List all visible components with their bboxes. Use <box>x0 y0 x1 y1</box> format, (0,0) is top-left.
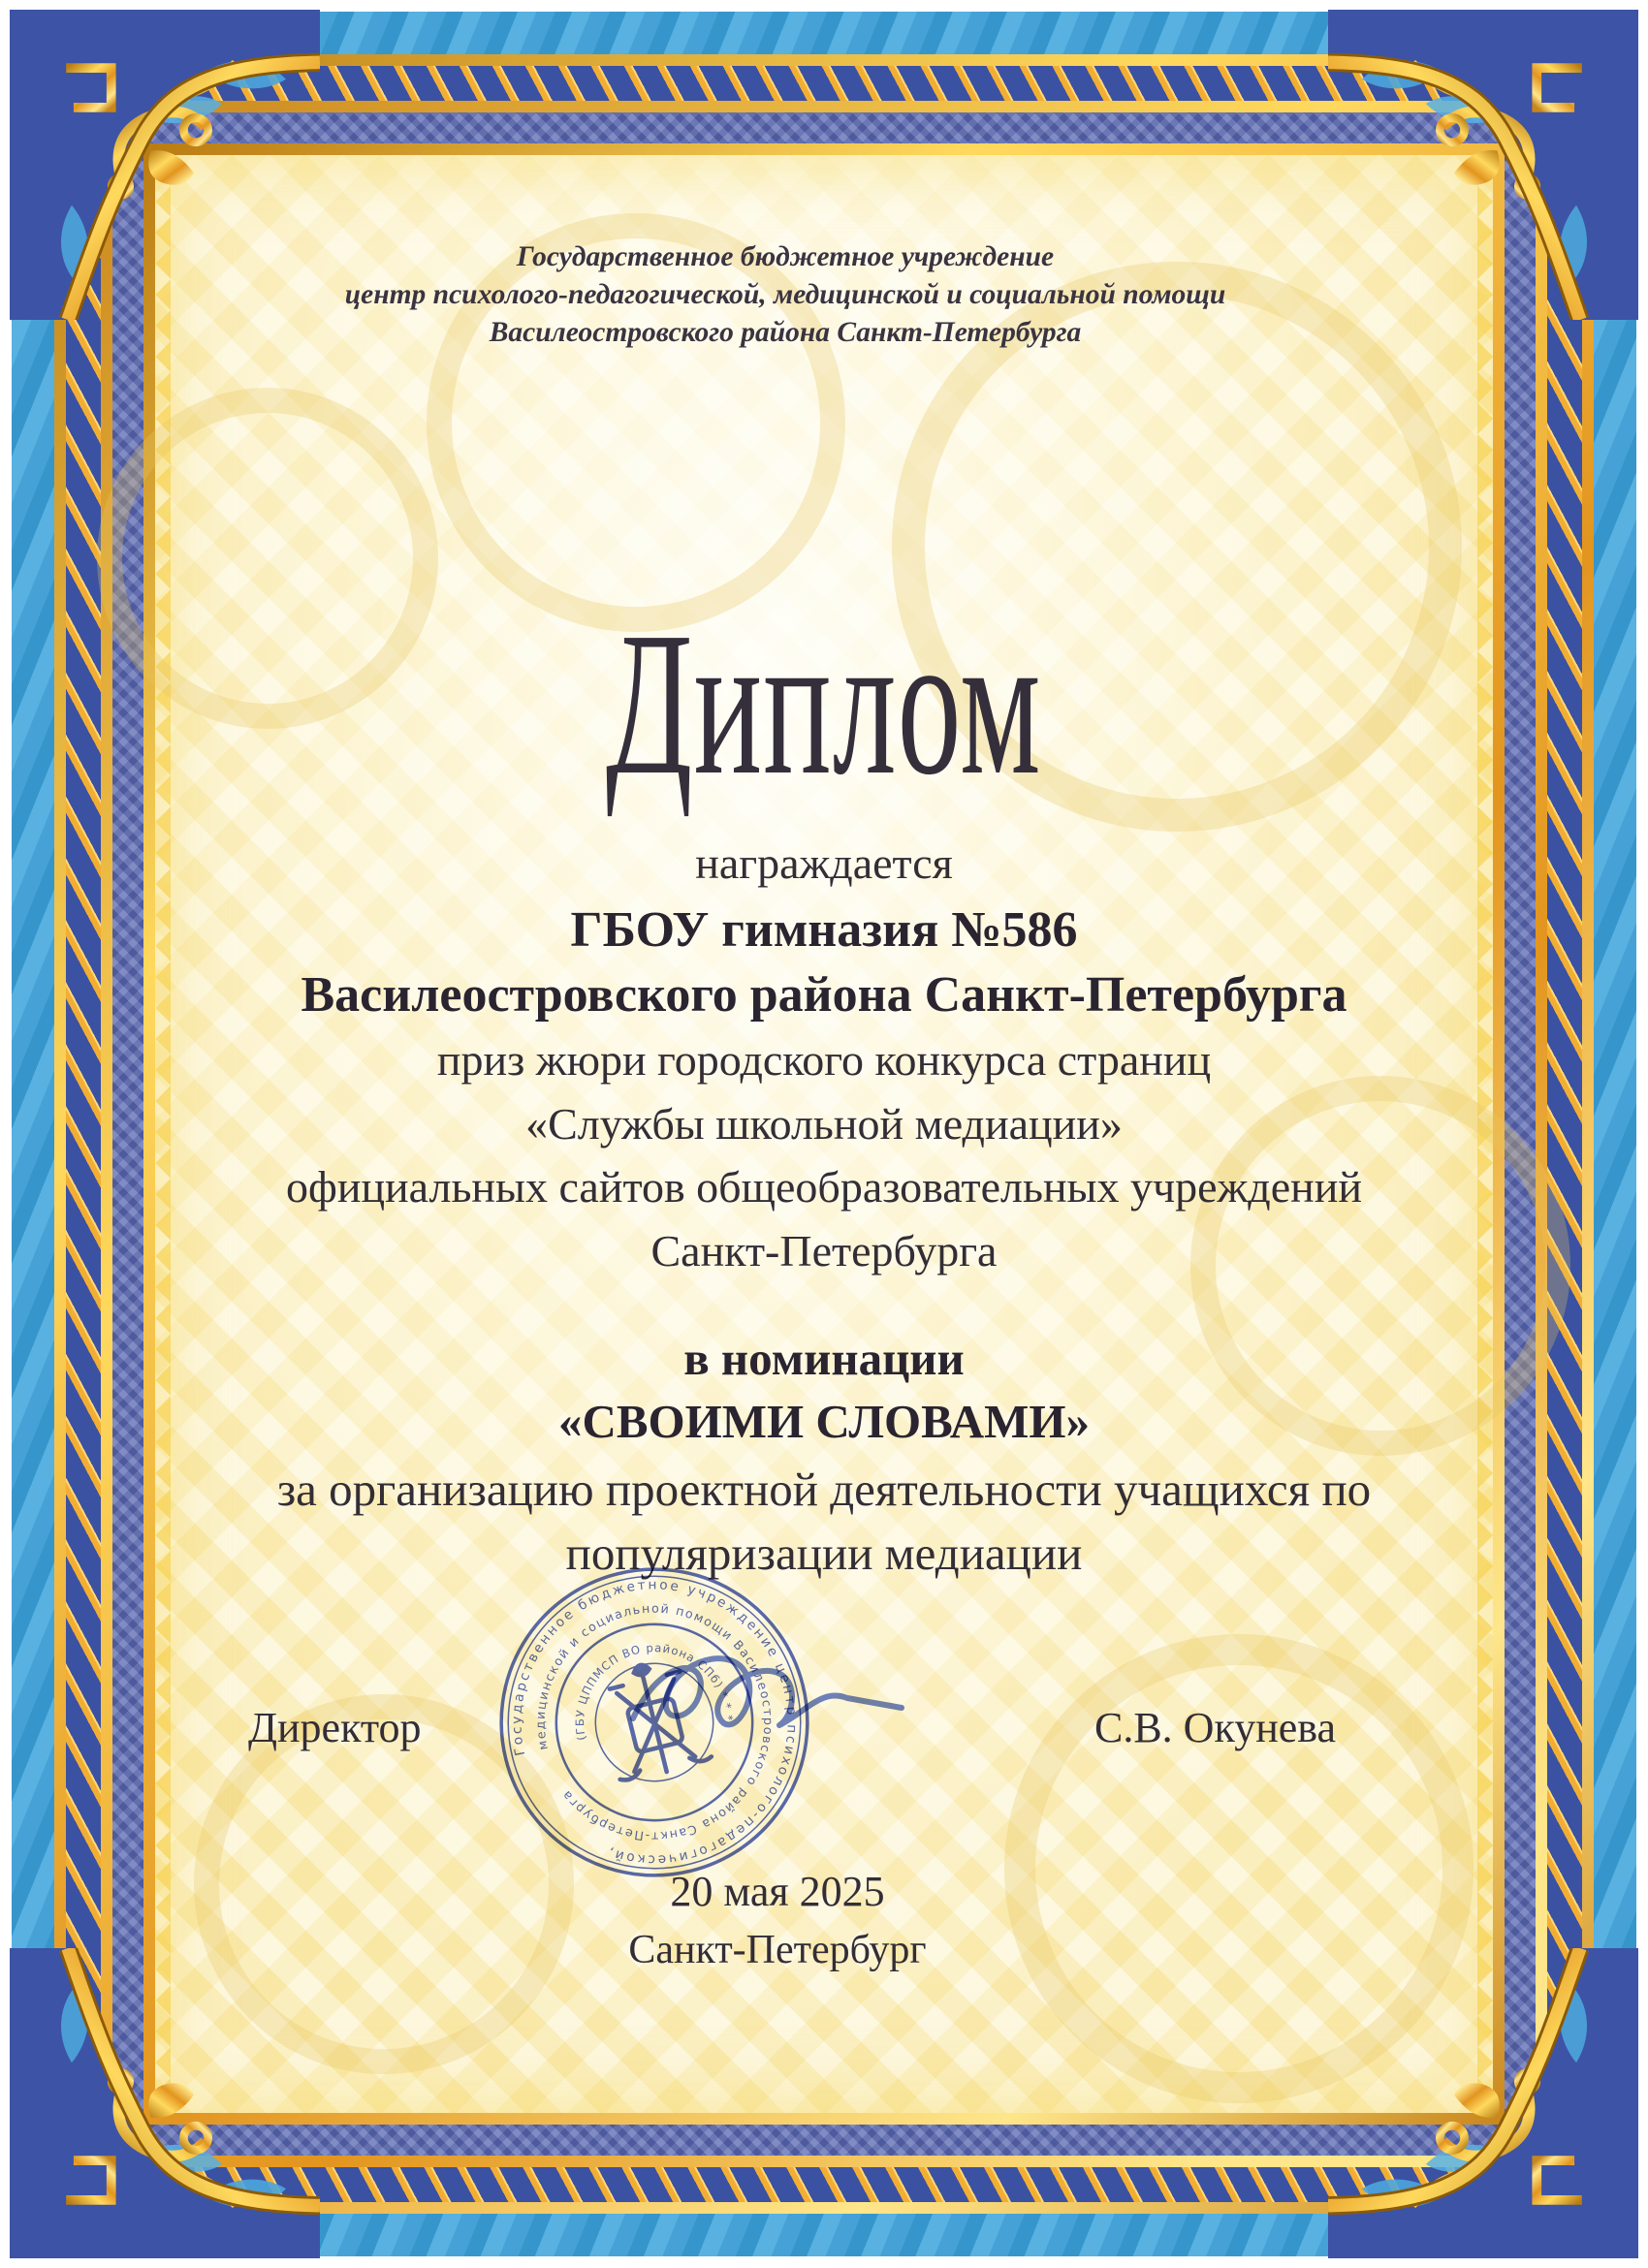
stamp-ring2-text: медицинской и социальной помощи Василеостровского района Санкт-Петербурга <box>532 1600 776 1844</box>
signature-role-label: Директор <box>248 1704 422 1751</box>
corner-ornament-bottom-right <box>1328 1948 1638 2258</box>
diploma-title-text: Диплом <box>606 589 1042 817</box>
city-line: Санкт-Петербург <box>628 1928 927 1972</box>
date-line: 20 мая 2025 <box>670 1868 885 1915</box>
award-reason: за организацию проектной деятельности учащихся по <box>276 1463 1372 1516</box>
award-description: «Службы школьной медиации» <box>525 1099 1123 1149</box>
org-line: центр психолого-педагогической, медицинской и социальной помощи <box>344 279 1226 310</box>
diploma-title <box>0 589 1648 824</box>
stamp-ring3-text: (ГБУ ЦППМСП ВО района СПб) * * * <box>573 1641 736 1742</box>
nomination-label: в номинации <box>683 1332 965 1385</box>
award-description: приз жюри городского конкурса страниц <box>436 1035 1212 1085</box>
zigzag-fringe-bottom <box>155 2097 1493 2113</box>
org-line: Василеостровского района Санкт-Петербурга <box>489 317 1082 348</box>
signature-name: С.В. Окунева <box>1093 1704 1336 1751</box>
nomination-name: «СВОИМИ СЛОВАМИ» <box>557 1395 1091 1448</box>
recipient-district: Василеостровского района Санкт-Петербурга <box>301 967 1347 1023</box>
award-description: Санкт-Петербурга <box>650 1226 998 1276</box>
corner-ornament-bottom-left <box>10 1948 320 2258</box>
stamp-ring1-text: Государственное бюджетное учреждение центр психолого-педагогической, <box>509 1577 800 1868</box>
award-label: награждается <box>695 838 953 888</box>
recipient-name: ГБОУ гимназия №586 <box>570 902 1078 958</box>
award-description: официальных сайтов общеобразовательных учреждений <box>286 1162 1362 1212</box>
zigzag-fringe-top <box>155 155 1493 171</box>
director-signature <box>609 1626 929 1796</box>
organization-header <box>0 238 1609 352</box>
award-reason: популяризации медиации <box>565 1527 1083 1580</box>
org-line: Государственное бюджетное учреждение <box>516 241 1055 272</box>
